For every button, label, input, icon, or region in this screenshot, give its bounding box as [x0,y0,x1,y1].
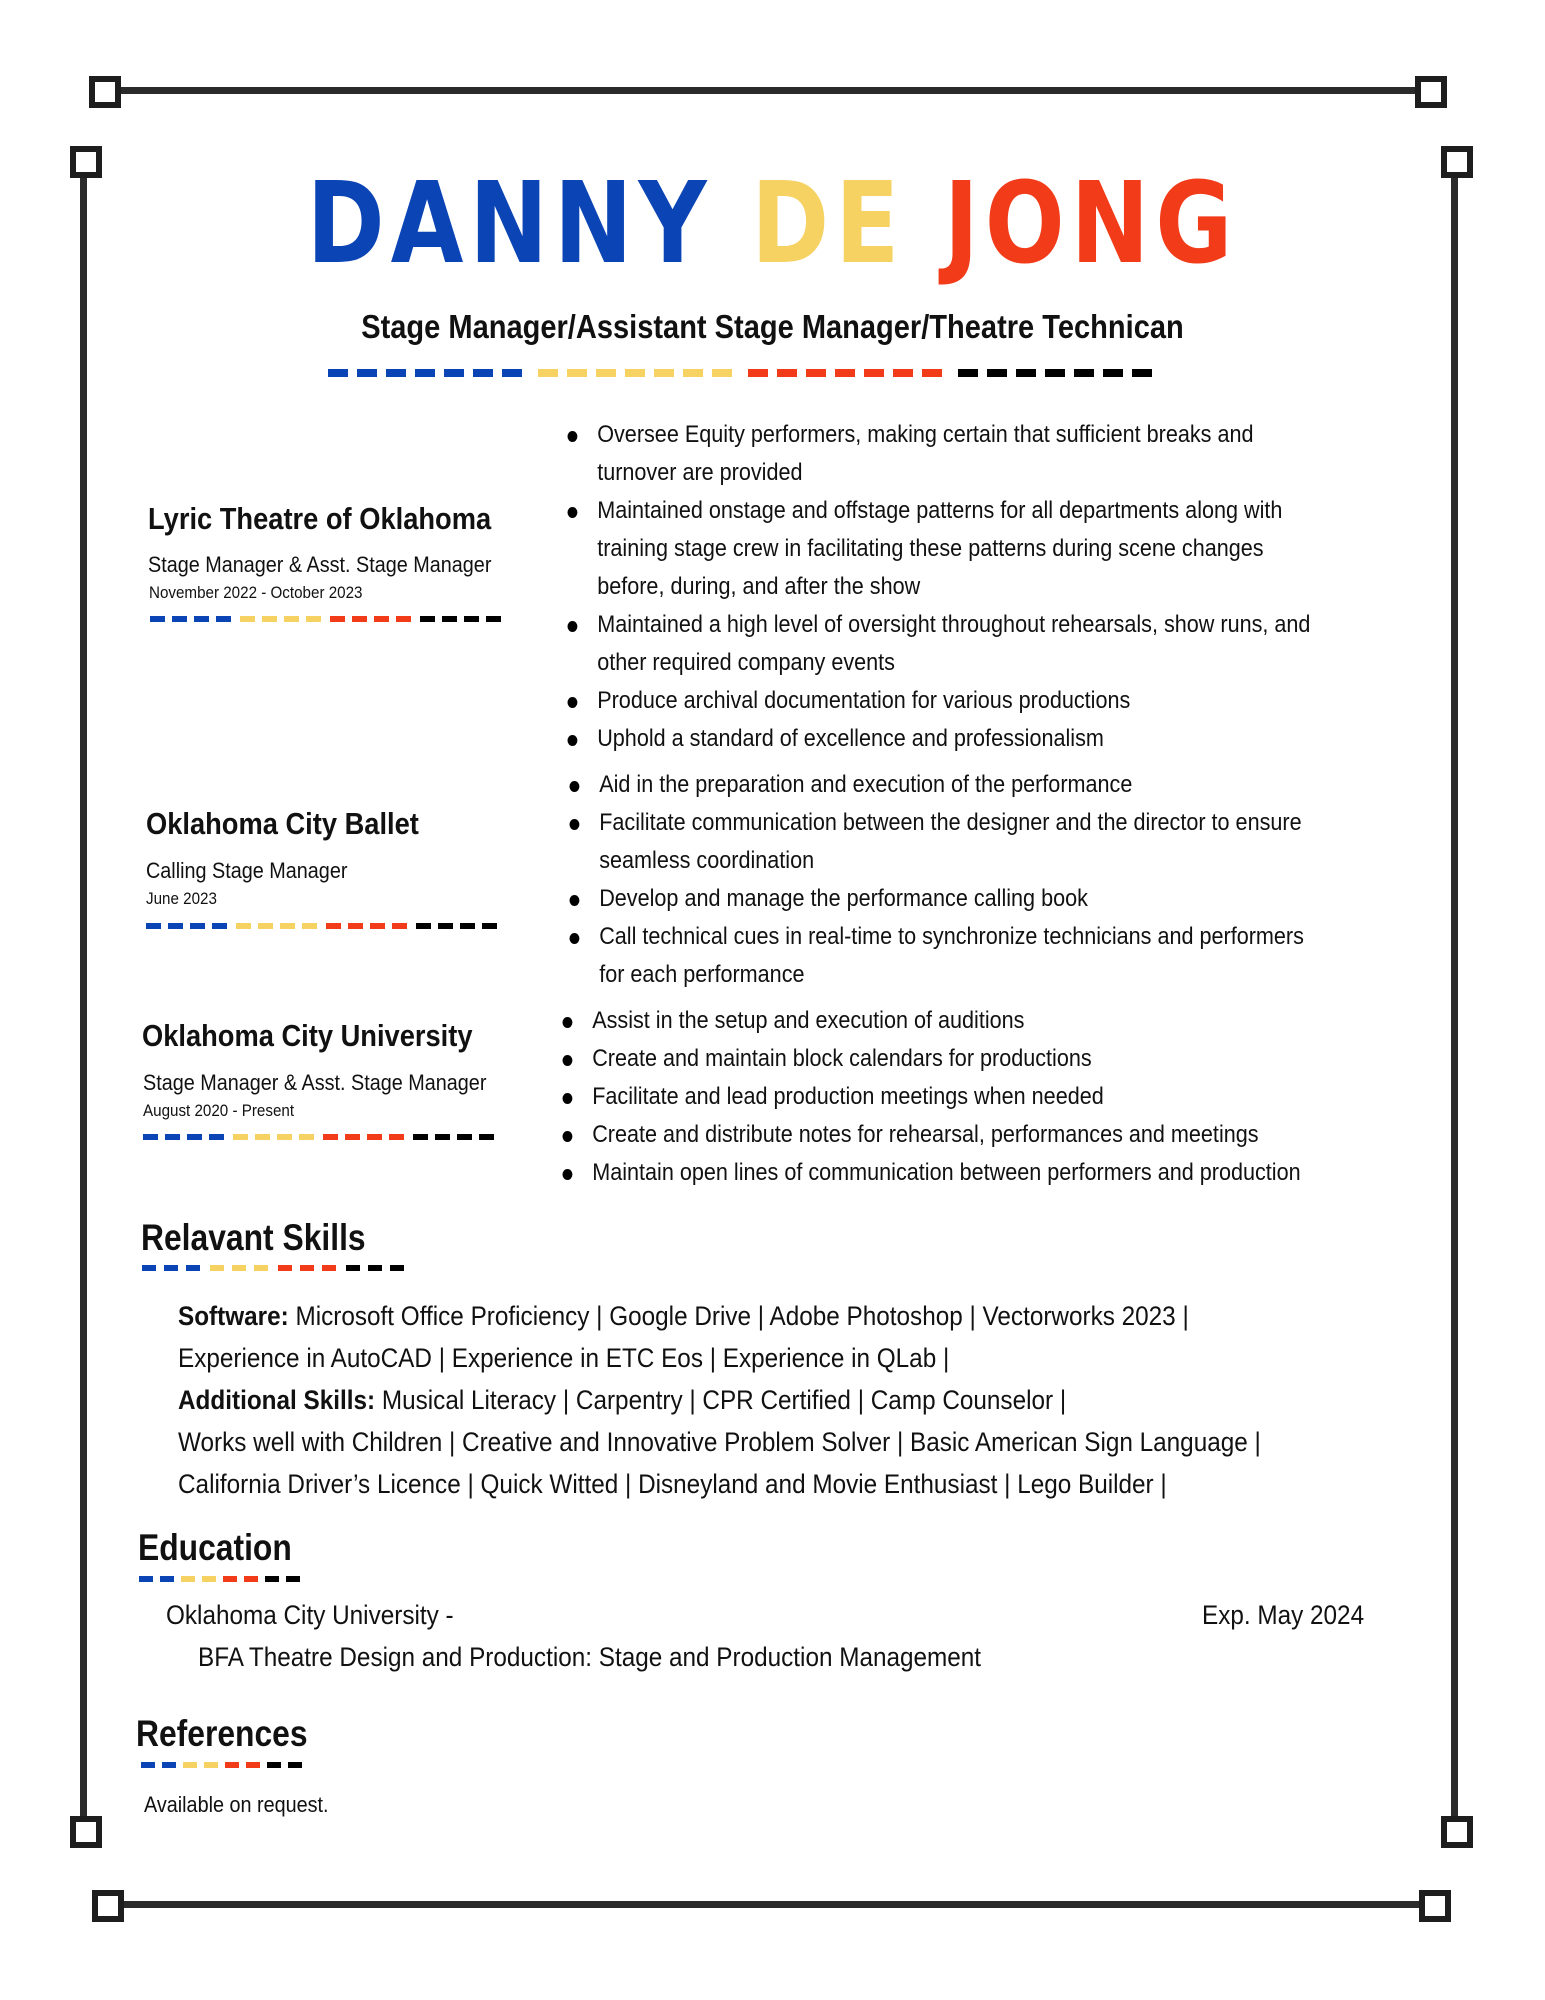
education-dash-divider [139,1576,319,1582]
list-item: Develop and manage the performance calling book [565,880,1304,918]
dash-group-yellow [538,369,732,377]
additional-list-2: Works well with Children | Creative and Innovative Problem Solver | Basic American Sign Language | [178,1427,1261,1457]
list-item-continuation: other required company events [597,649,895,676]
job-role-lyric: Stage Manager & Asst. Stage Manager [148,552,492,577]
references-text: Available on request. [144,1792,329,1817]
name-first: DANNY [306,159,713,289]
job-bullets-lyric [563,416,1393,758]
software-list-1: Microsoft Office Proficiency | Google Drive | Adobe Photoshop | Vectorworks 2023 | [288,1301,1189,1331]
list-item: Create and distribute notes for rehearsal, performances and meetings [558,1116,1301,1154]
frame-left-line [80,160,87,1830]
list-item: Call technical cues in real-time to synchronize technicians and performers [565,918,1304,956]
frame-bottom-line [106,1901,1441,1908]
skills-dash-divider [142,1265,412,1271]
job-bullets-ocu [558,1002,1383,1192]
frame-corner-top-right [1415,76,1447,108]
skills-software-line-2 [178,1337,1261,1379]
list-item: Produce archival documentation for various productions [563,682,1310,720]
applicant-name [124,159,1422,289]
frame-corner-bottom-left [92,1890,124,1922]
job-dash-divider-ballet [146,923,506,929]
header-dash-divider [328,369,1168,377]
frame-right-line [1451,160,1458,1830]
job-dash-divider-ocu [143,1134,503,1140]
frame-corner-top-left [89,76,121,108]
list-item: Maintained a high level of oversight throughout rehearsals, show runs, and [563,606,1310,644]
education-degree: BFA Theatre Design and Production: Stage and Production Management [198,1642,982,1672]
additional-list-1: Musical Literacy | Carpentry | CPR Certified | Camp Counselor | [375,1385,1067,1415]
list-item: Oversee Equity performers, making certain that sufficient breaks and [563,416,1310,454]
skills-block [178,1295,1381,1505]
education-school: Oklahoma City University - [166,1600,454,1630]
job-role-ocu: Stage Manager & Asst. Stage Manager [143,1070,487,1095]
job-date-ballet: June 2023 [146,890,217,908]
name-last: JONG [943,159,1239,289]
job-bullets-ballet [565,766,1386,994]
list-item-continuation: before, during, and after the show [597,573,921,600]
job-title-ballet: Oklahoma City Ballet [146,806,419,841]
list-item: Facilitate communication between the designer and the director to ensure [565,804,1304,842]
frame-corner-bottom-right [1419,1890,1451,1922]
software-label: Software: [178,1301,289,1331]
list-item-continuation: turnover are provided [597,459,803,486]
list-item-continuation: for each performance [599,961,805,988]
frame-corner-upper-right [1441,146,1473,178]
list-item: Create and maintain block calendars for productions [558,1040,1301,1078]
list-item-continuation: training stage crew in facilitating these patterns during scene changes [597,535,1264,562]
job-title-ocu: Oklahoma City University [142,1018,473,1053]
list-item: Assist in the setup and execution of auditions [558,1002,1301,1040]
job-role-ballet: Calling Stage Manager [146,858,348,883]
list-item: Maintain open lines of communication between performers and production [558,1154,1301,1192]
job-dash-divider-lyric [150,616,510,622]
frame-corner-lower-left [70,1816,102,1848]
skills-software-line-1 [178,1295,1261,1337]
dash-group-black [958,369,1152,377]
list-item: Facilitate and lead production meetings when needed [558,1078,1301,1116]
page-subtitle: Stage Manager/Assistant Stage Manager/Theatre Technican [361,308,1184,345]
education-date: Exp. May 2024 [1202,1600,1365,1630]
references-dash-divider [141,1762,321,1768]
name-middle: DE [751,159,906,289]
list-item-continuation: seamless coordination [599,847,815,874]
frame-corner-upper-left [70,146,102,178]
frame-corner-lower-right [1441,1816,1473,1848]
list-item: Maintained onstage and offstage patterns for all departments along with [563,492,1310,530]
job-date-lyric: November 2022 - October 2023 [149,584,363,602]
education-heading: Education [138,1527,292,1568]
list-item: Uphold a standard of excellence and professionalism [563,720,1310,758]
dash-group-blue [328,369,522,377]
skills-additional-line-2 [178,1421,1261,1463]
list-item: Aid in the preparation and execution of the performance [565,766,1304,804]
references-heading: References [136,1713,308,1754]
job-title-lyric: Lyric Theatre of Oklahoma [148,501,492,536]
frame-top-line [104,87,1437,94]
additional-label: Additional Skills: [178,1385,376,1415]
software-list-2: Experience in AutoCAD | Experience in ETC Eos | Experience in QLab | [178,1343,950,1373]
skills-heading: Relavant Skills [141,1217,366,1258]
additional-list-3: California Driver’s Licence | Quick Witted | Disneyland and Movie Enthusiast | Lego Builder | [178,1469,1167,1499]
dash-group-red [748,369,942,377]
skills-additional-line-3 [178,1463,1261,1505]
job-date-ocu: August 2020 - Present [143,1102,295,1120]
skills-additional-line-1 [178,1379,1261,1421]
